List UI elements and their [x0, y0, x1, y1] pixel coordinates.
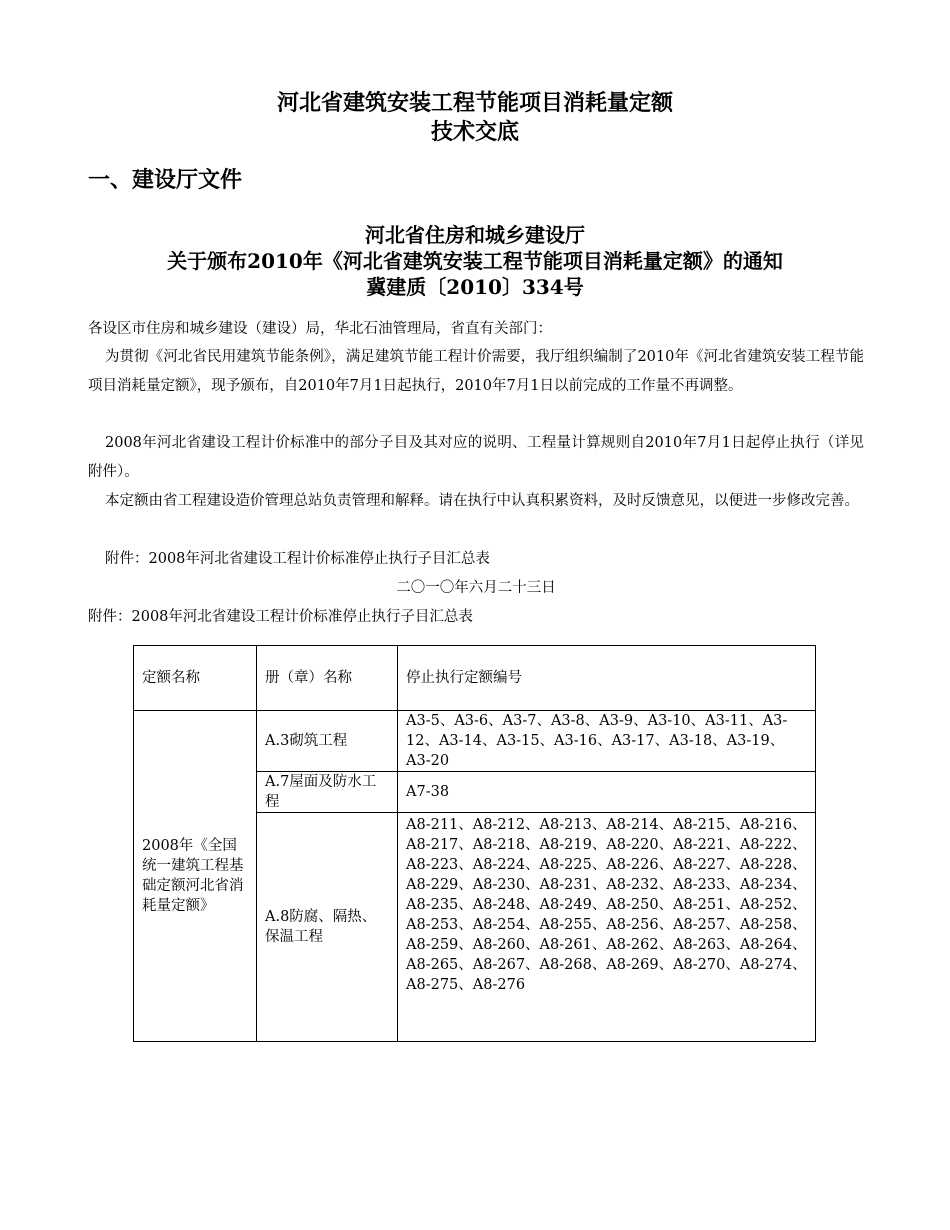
- document-title: 河北省建筑安装工程节能项目消耗量定额: [276, 91, 673, 116]
- issue-date: 二〇一〇年六月二十三日: [396, 580, 556, 596]
- codes-cell: A7-38: [398, 772, 816, 813]
- notice-issuer: 河北省住房和城乡建设厅: [365, 223, 585, 247]
- table-row: [134, 711, 816, 772]
- header-chapter-name: 册（章）名称: [257, 646, 398, 711]
- paragraph-2: 2008年河北省建设工程计价标准中的部分子目及其对应的说明、工程量计算规则自2010年7月1日起停止执行（详见附件）。: [88, 435, 864, 480]
- section-heading: 一、建设厅文件: [88, 168, 243, 193]
- paragraph-3: 本定额由省工程建设造价管理总站负责管理和解释。请在执行中认真积累资料，及时反馈意见，以便进一步修改完善。: [105, 493, 859, 509]
- quota-name-cell: 2008年《全国统一建筑工程基础定额河北省消耗量定额》: [134, 711, 257, 1042]
- addressee-line: 各设区市住房和城乡建设（建设）局，华北石油管理局，省直有关部门：: [88, 321, 552, 337]
- header-quota-name: 定额名称: [134, 646, 257, 711]
- paragraph-1: 为贯彻《河北省民用建筑节能条例》，满足建筑节能工程计价需要，我厅组织编制了2010年《河北省建筑安装工程节能项目消耗量定额》，现予颁布，自2010年7月1日起执行，2010年7月1日以前完成的工作量不再调整。: [88, 349, 864, 394]
- chapter-cell: A.3砌筑工程: [257, 711, 398, 772]
- chapter-cell: A.8防腐、隔热、保温工程: [257, 813, 398, 1042]
- notice-doc-number: 冀建质〔2010〕334号: [366, 275, 584, 299]
- notice-subject: 关于颁布2010年《河北省建筑安装工程节能项目消耗量定额》的通知: [167, 249, 783, 273]
- codes-cell: A3-5、A3-6、A3-7、A3-8、A3-9、A3-10、A3-11、A3-12、A3-14、A3-15、A3-16、A3-17、A3-18、A3-19、A3-20: [398, 711, 816, 772]
- table-header-row: [134, 646, 816, 711]
- chapter-cell: A.7屋面及防水工程: [257, 772, 398, 813]
- attachment-title: 附件：2008年河北省建设工程计价标准停止执行子目汇总表: [88, 609, 473, 625]
- attachment-note: 附件：2008年河北省建设工程计价标准停止执行子目汇总表: [105, 551, 490, 567]
- codes-cell: A8-211、A8-212、A8-213、A8-214、A8-215、A8-216、A8-217、A8-218、A8-219、A8-220、A8-221、A8-222、A8-223、A8-224、A8-225、A8-226、A8-227、A8-228、A8-229、A8-230、A8-231、A8-232、A8-233、A8-234、A8-235、A8-248、A8-249、A8-250、A8-251、A8-252、A8-253、A8-254、A8-255、A8-256、A8-257、A8-258、A8-259、A8-260、A8-261、A8-262、A8-263、A8-264、A8-265、A8-267、A8-268、A8-269、A8-270、A8-274、A8-275、A8-276: [398, 813, 816, 1042]
- document-subtitle: 技术交底: [430, 120, 519, 145]
- stopped-items-table: [133, 645, 816, 1042]
- header-stopped-codes: 停止执行定额编号: [398, 646, 816, 711]
